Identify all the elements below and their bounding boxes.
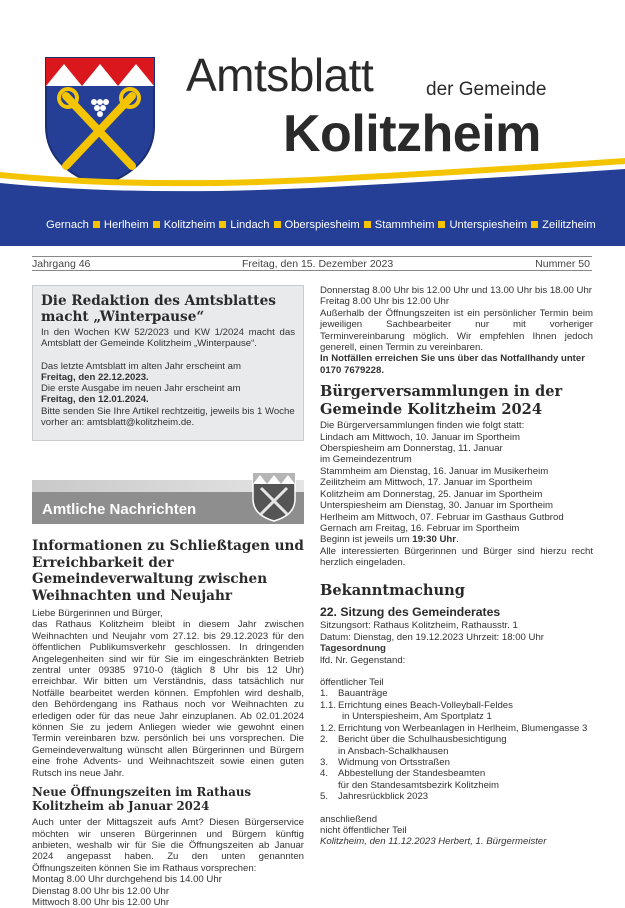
village-name: Herlheim xyxy=(103,219,149,231)
meeting-item: Oberspiesheim am Donnerstag, 11. Januar xyxy=(320,443,503,455)
agenda-item xyxy=(320,700,593,711)
agenda-number: 5. xyxy=(320,791,329,803)
separator-square-icon xyxy=(153,221,160,228)
masthead-title: Amtsblatt xyxy=(186,49,374,101)
meeting-title: 22. Sitzung des Gemeinderates xyxy=(320,605,501,620)
agenda-item xyxy=(320,791,593,802)
agenda-after: nicht öffentlicher Teil xyxy=(320,824,407,836)
masthead-subtitle: der Gemeinde xyxy=(426,79,547,100)
agenda-number: 1. xyxy=(320,688,329,700)
meeting-item: Unterspiesheim am Dienstag, 30. Januar im Sportheim xyxy=(320,500,554,512)
village-name: Kolitzheim xyxy=(163,219,216,231)
article-intro: Die Bürgerversammlungen finden wie folgt statt: xyxy=(320,420,525,432)
signature: Kolitzheim, den 11.12.2023 Herbert, 1. Bürgermeister xyxy=(320,836,547,848)
article-closing-days xyxy=(32,538,304,908)
agenda-item xyxy=(320,746,593,757)
village-name: Lindach xyxy=(230,219,270,231)
agenda-number: 1.1. xyxy=(320,699,337,711)
meeting-start: Beginn ist jeweils um 19:30 Uhr. xyxy=(320,534,459,546)
agenda-number: 3. xyxy=(320,756,329,768)
public-part-label: öffentlicher Teil xyxy=(320,677,384,689)
meetings-list xyxy=(320,432,593,535)
village-name: Zeilitzheim xyxy=(542,219,596,231)
agenda-number: 2. xyxy=(320,734,329,746)
village-name: Unterspiesheim xyxy=(449,219,528,231)
separator-square-icon xyxy=(438,221,445,228)
meeting-item: Gernach am Freitag, 16. Februar im Sportheim xyxy=(320,522,520,534)
opening-hours: Freitag 8.00 Uhr bis 12.00 Uhr xyxy=(320,296,450,308)
issue-bar xyxy=(32,256,592,271)
opening-hours: Montag 8.00 Uhr durchgehend bis 14.00 Uhr xyxy=(32,874,222,886)
village-name: Stammheim xyxy=(374,219,435,231)
meeting-item: Herlheim am Mittwoch, 07. Februar im Gasthaus Gutbrod xyxy=(320,511,564,523)
agenda-number: 4. xyxy=(320,768,329,780)
agenda-item xyxy=(320,723,593,734)
article-heading: Bekanntmachung xyxy=(320,581,465,599)
meeting-datetime: Datum: Dienstag, den 19.12.2023 Uhrzeit: 18:00 Uhr xyxy=(320,631,544,643)
separator-square-icon xyxy=(219,221,226,228)
masthead-municipality: Kolitzheim xyxy=(283,105,541,163)
article-body: Alle interessierten Bürgerinnen und Bürger sind hierzu recht herzlich eingeladen. xyxy=(320,545,593,569)
notice-text: In den Wochen KW 52/2023 und KW 1/2024 macht das Amtsblatt der Gemeinde Kolitzheim „Winterpause“. xyxy=(41,327,295,350)
separator-square-icon xyxy=(274,221,281,228)
separator-square-icon xyxy=(93,221,100,228)
agenda-item xyxy=(320,734,593,745)
right-column xyxy=(320,285,593,848)
separator-square-icon xyxy=(531,221,538,228)
notice-text: Bitte senden Sie Ihre Artikel rechtzeitig, jeweils bis 1 Woche vorher an: amtsblatt@kolitzheim.de. xyxy=(41,405,295,429)
agenda-item xyxy=(320,688,593,699)
meeting-item: Zeilitzheim am Mittwoch, 17. Januar im Sportheim xyxy=(320,477,533,489)
meeting-location: Sitzungsort: Rathaus Kolitzheim, Rathausstr. 1 xyxy=(320,620,518,632)
section-banner xyxy=(32,472,304,524)
article-body: Auch unter der Mittagszeit aufs Amt? Diesen Bürgerservice möchten wir unseren Bürgerinnen und Bürgern künftig anbieten, weshalb wir für Sie die Öffnungszeiten ab Januar 2024 angepasst haben. Zu den unten genannten Öffnungszeiten können Sie im Rathaus vorsprechen: xyxy=(32,817,304,874)
notice-date: Freitag, den 12.01.2024. xyxy=(41,394,149,406)
agenda-item xyxy=(320,757,593,768)
article-body: das Rathaus Kolitzheim bleibt in diesem Jahr zwischen Weihnachten und Neujahr vom 27.12. bis 29.12.2023 für den öffentlichen Publikumsverkehr geschlossen. In dringenden Angelegenheiten sind wir für Sie im eingeschränkten Betrieb zentral unter 09385 9710-0 (täglich 8 Uhr bis 12 Uhr) erreichbar. Wir bitten um Verständnis, dass tatsächlich nur Notfälle bearbeitet werden können. Empfohlen wird deshalb, den Behördengang ins Rathaus noch vor Weihnachten zu erledigen oder für das neue Jahr einzuplanen. Ab 02.01.2024 können Sie zu jedem Anliegen wieder wie gewohnt einen Termin vereinbaren bzw. persönlich bei uns vorsprechen. Die Gemeindeverwaltung wünscht allen Bürgerinnen und Bürgern eine frohe Advents- und Weihnachtszeit sowie einen guten Rutsch ins neue Jahr. xyxy=(32,619,304,779)
opening-hours: Donnerstag 8.00 Uhr bis 12.00 Uhr und 13.00 Uhr bis 18.00 Uhr xyxy=(320,285,592,296)
agenda-item xyxy=(320,768,593,779)
issue-number: Nummer 50 xyxy=(535,258,590,270)
villages-list xyxy=(46,219,596,231)
agenda-text: Errichtung eines Beach-Volleyball-Feldes xyxy=(338,699,513,711)
crest-icon xyxy=(252,472,296,522)
agenda-number xyxy=(320,746,338,757)
agenda-text: Errichtung von Werbeanlagen in Herlheim, Blumengasse 3 xyxy=(338,722,588,734)
issue-volume: Jahrgang 46 xyxy=(32,258,91,270)
agenda-list xyxy=(320,688,593,802)
village-name: Oberspiesheim xyxy=(284,219,360,231)
opening-hours: Dienstag 8.00 Uhr bis 12.00 Uhr xyxy=(32,885,170,897)
meeting-item: Stammheim am Dienstag, 16. Januar im Musikerheim xyxy=(320,465,549,477)
agenda-subheader: lfd. Nr. Gegenstand: xyxy=(320,654,406,666)
article-body: Außerhalb der Öffnungszeiten ist ein persönlicher Termin beim jeweiligen Sachbearbeiter nur mit vorheriger Terminvereinbarung möglich. Wir empfehlen Ihnen jedoch generell, einen Termin zu vereinbaren. xyxy=(320,307,593,354)
meeting-item: Kolitzheim am Donnerstag, 25. Januar im Sportheim xyxy=(320,488,543,500)
agenda-text: Bauanträge xyxy=(338,688,388,700)
agenda-text: Jahresrückblick 2023 xyxy=(338,791,429,803)
notice-text: Die erste Ausgabe im neuen Jahr erscheint am xyxy=(41,383,241,395)
article-heading: Neue Öffnungszeiten im Rathaus Kolitzheim ab Januar 2024 xyxy=(32,785,252,814)
article-heading: Bürgerversammlungen in der Gemeinde Kolitzheim 2024 xyxy=(320,383,563,418)
section-title: Amtliche Nachrichten xyxy=(42,501,197,518)
article-heading: Informationen zu Schließtagen und Erreichbarkeit der Gemeindeverwaltung zwischen Weihnachten und Neujahr xyxy=(32,538,304,604)
village-name: Gernach xyxy=(46,219,89,231)
agenda-item xyxy=(320,780,593,791)
agenda-text: für den Standesamtsbezirk Kolitzheim xyxy=(338,779,500,791)
separator-square-icon xyxy=(364,221,371,228)
agenda-label: Tagesordnung xyxy=(320,643,386,655)
agenda-number xyxy=(320,780,338,791)
article-salutation: Liebe Bürgerinnen und Bürger, xyxy=(32,608,163,619)
agenda-text: in Unterspiesheim, Am Sportplatz 1 xyxy=(342,711,492,723)
agenda-item xyxy=(320,711,593,722)
agenda-text: Widmung von Ortsstraßen xyxy=(338,756,450,768)
agenda-after: anschließend xyxy=(320,813,378,825)
meeting-item: im Gemeindezentrum xyxy=(320,454,412,466)
agenda-text: Bericht über die Schulhausbesichtigung xyxy=(338,734,507,746)
notice-date: Freitag, den 22.12.2023. xyxy=(41,371,149,383)
meeting-item: Lindach am Mittwoch, 10. Januar im Sportheim xyxy=(320,431,520,443)
agenda-text: Abbestellung der Standesbeamten xyxy=(338,768,486,780)
notice-text: Das letzte Amtsblatt im alten Jahr erscheint am xyxy=(41,360,241,372)
emergency-contact: In Notfällen erreichen Sie uns über das Notfallhandy unter 0170 7679228. xyxy=(320,353,585,376)
issue-date: Freitag, den 15. Dezember 2023 xyxy=(242,258,394,270)
opening-hours: Mittwoch 8.00 Uhr bis 12.00 Uhr xyxy=(32,896,170,908)
agenda-text: in Ansbach-Schalkhausen xyxy=(338,745,449,757)
winter-break-notice xyxy=(32,285,304,441)
agenda-number xyxy=(320,711,338,722)
agenda-number: 1.2. xyxy=(320,722,337,734)
notice-heading: Die Redaktion des Amtsblattes macht „Winterpause“ xyxy=(41,293,276,325)
masthead-swoosh xyxy=(0,150,625,250)
